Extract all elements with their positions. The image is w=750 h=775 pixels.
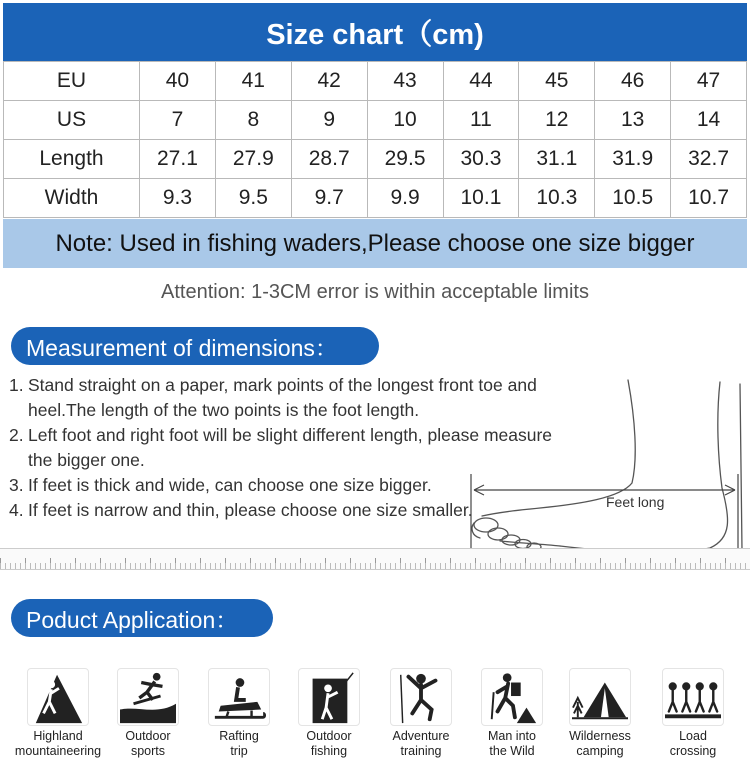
table-cell: 44 [443, 62, 519, 101]
app-item-wilderness-camping [550, 668, 650, 759]
table-cell: 40 [140, 62, 216, 101]
table-cell: 10 [367, 101, 443, 140]
table-cell: 9 [291, 101, 367, 140]
app-label: Man into the Wild [488, 729, 536, 758]
table-cell: 28.7 [291, 140, 367, 179]
size-chart-title: Size chart（cm) [3, 3, 747, 61]
app-item-highland-mountaineering [8, 668, 108, 759]
app-item-adventure-training [371, 668, 471, 759]
table-cell: 43 [367, 62, 443, 101]
table-cell: 9.3 [140, 179, 216, 218]
sizing-note: Note: Used in fishing waders,Please choose one size bigger [3, 219, 747, 268]
step-number: 2. [9, 425, 24, 445]
row-label: EU [4, 62, 140, 101]
row-label: Width [4, 179, 140, 218]
app-label: Rafting trip [219, 729, 259, 758]
table-row-eu [4, 62, 747, 101]
app-item-rafting-trip [189, 668, 289, 759]
app-item-man-into-the-wild [462, 668, 562, 759]
table-cell: 9.9 [367, 179, 443, 218]
size-chart-table [3, 61, 747, 218]
table-cell: 10.7 [671, 179, 747, 218]
measurement-heading: Measurement of dimensions： [11, 327, 379, 365]
table-cell: 32.7 [671, 140, 747, 179]
hiker-icon [481, 668, 543, 726]
table-cell: 41 [215, 62, 291, 101]
table-cell: 13 [595, 101, 671, 140]
app-item-outdoor-sports [98, 668, 198, 759]
table-cell: 45 [519, 62, 595, 101]
application-heading: Poduct Application： [11, 599, 273, 637]
hiking-group-icon [662, 668, 724, 726]
table-cell: 7 [140, 101, 216, 140]
step-number: 3. [9, 475, 24, 495]
table-cell: 10.5 [595, 179, 671, 218]
table-cell: 42 [291, 62, 367, 101]
application-icons [0, 668, 750, 768]
table-cell: 31.1 [519, 140, 595, 179]
table-cell: 29.5 [367, 140, 443, 179]
attention-text: Attention: 1-3CM error is within acceptable limits [161, 281, 589, 303]
table-cell: 9.7 [291, 179, 367, 218]
step-number: 4. [9, 500, 24, 520]
step-text: Left foot and right foot will be slight different length, please measure the bigger one. [28, 425, 553, 470]
app-label: Load crossing [669, 729, 717, 758]
app-item-outdoor-fishing [279, 668, 379, 759]
app-item-load-crossing [643, 668, 743, 759]
step-text: If feet is thick and wide, can choose one size bigger. [28, 475, 432, 495]
table-cell: 10.1 [443, 179, 519, 218]
table-cell: 14 [671, 101, 747, 140]
table-cell: 8 [215, 101, 291, 140]
rock-climber-icon [390, 668, 452, 726]
length-arrow-icon [471, 474, 738, 550]
table-cell: 47 [671, 62, 747, 101]
app-label: Wilderness camping [569, 729, 631, 758]
row-label: Length [4, 140, 140, 179]
table-cell: 27.1 [140, 140, 216, 179]
climber-icon [27, 668, 89, 726]
table-cell: 27.9 [215, 140, 291, 179]
table-cell: 10.3 [519, 179, 595, 218]
feet-long-label: Feet long [606, 494, 665, 510]
table-cell: 31.9 [595, 140, 671, 179]
table-cell: 30.3 [443, 140, 519, 179]
ruler-strip [0, 548, 750, 570]
table-row-us [4, 101, 747, 140]
foot-length-diagram [460, 378, 750, 556]
table-row-width [4, 179, 747, 218]
app-label: Adventure training [392, 729, 450, 758]
snowmobile-icon [208, 668, 270, 726]
app-label: Outdoor fishing [306, 729, 352, 758]
app-label: Outdoor sports [125, 729, 171, 758]
snowboard-icon [117, 668, 179, 726]
step-text: If feet is narrow and thin, please choose one size smaller. [28, 500, 473, 520]
table-cell: 11 [443, 101, 519, 140]
tent-icon [569, 668, 631, 726]
fisherman-icon [298, 668, 360, 726]
table-cell: 12 [519, 101, 595, 140]
foot-outline-icon [472, 380, 742, 552]
step-number: 1. [9, 375, 24, 395]
table-cell: 46 [595, 62, 671, 101]
row-label: US [4, 101, 140, 140]
step-text: Stand straight on a paper, mark points of the longest front toe and heel.The length of the two points is the foot length. [28, 375, 537, 420]
table-cell: 9.5 [215, 179, 291, 218]
table-row-length [4, 140, 747, 179]
app-label: Highland mountaineering [14, 729, 102, 758]
